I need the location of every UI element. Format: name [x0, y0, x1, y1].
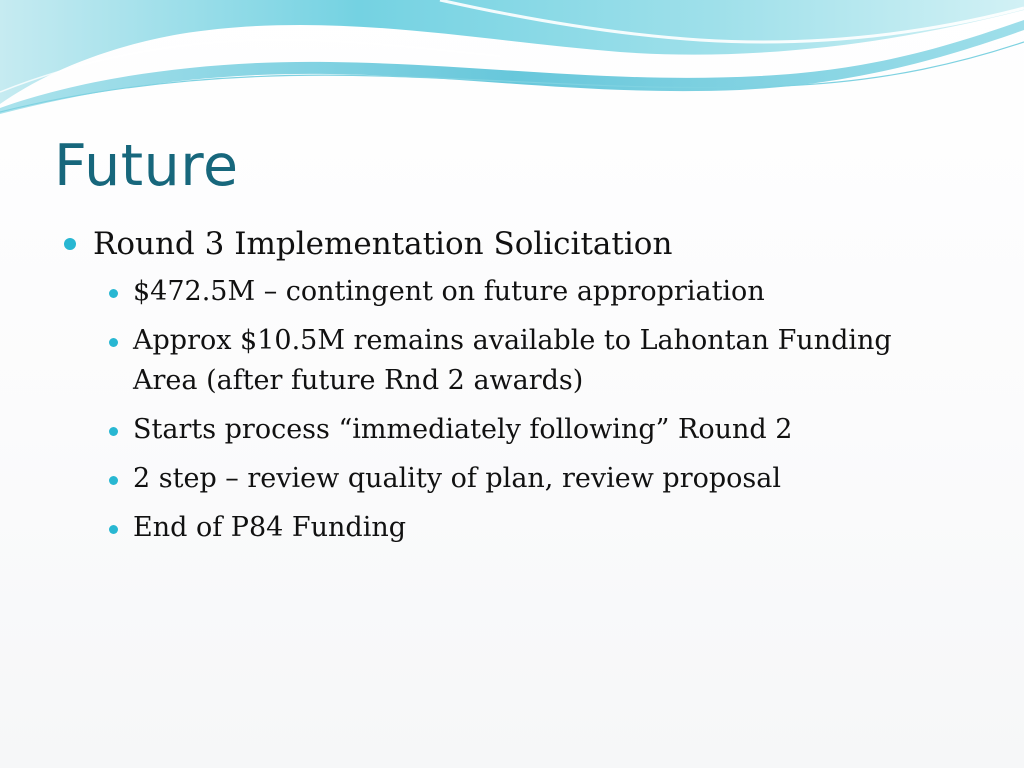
bullet-dot-icon	[64, 238, 76, 250]
bullet-text: End of P84 Funding	[133, 512, 407, 543]
slide-title: Future	[54, 133, 239, 199]
bullet-text: Round 3 Implementation Solicitation	[93, 226, 673, 262]
sub-bullet-process-start	[133, 410, 960, 450]
bullet-text: $472.5M – contingent on future appropriation	[133, 276, 765, 307]
bullet-dot-icon	[109, 476, 118, 485]
bullet-list	[60, 222, 960, 557]
bullet-dot-icon	[109, 289, 118, 298]
bullet-item-round-3	[60, 222, 960, 266]
bullet-dot-icon	[109, 525, 118, 534]
sub-bullet-end-funding	[133, 508, 960, 548]
bullet-dot-icon	[109, 338, 118, 347]
sub-bullet-lahontan-funding	[133, 321, 960, 401]
sub-bullet-two-step	[133, 459, 960, 499]
bullet-text: Approx $10.5M remains available to Lahontan Funding Area (after future Rnd 2 awards)	[133, 325, 892, 396]
bullet-text: 2 step – review quality of plan, review proposal	[133, 463, 781, 494]
bullet-text: Starts process “immediately following” Round 2	[133, 414, 793, 445]
bullet-dot-icon	[109, 427, 118, 436]
sub-bullet-appropriation	[133, 272, 960, 312]
decorative-wave-banner	[0, 0, 1024, 130]
